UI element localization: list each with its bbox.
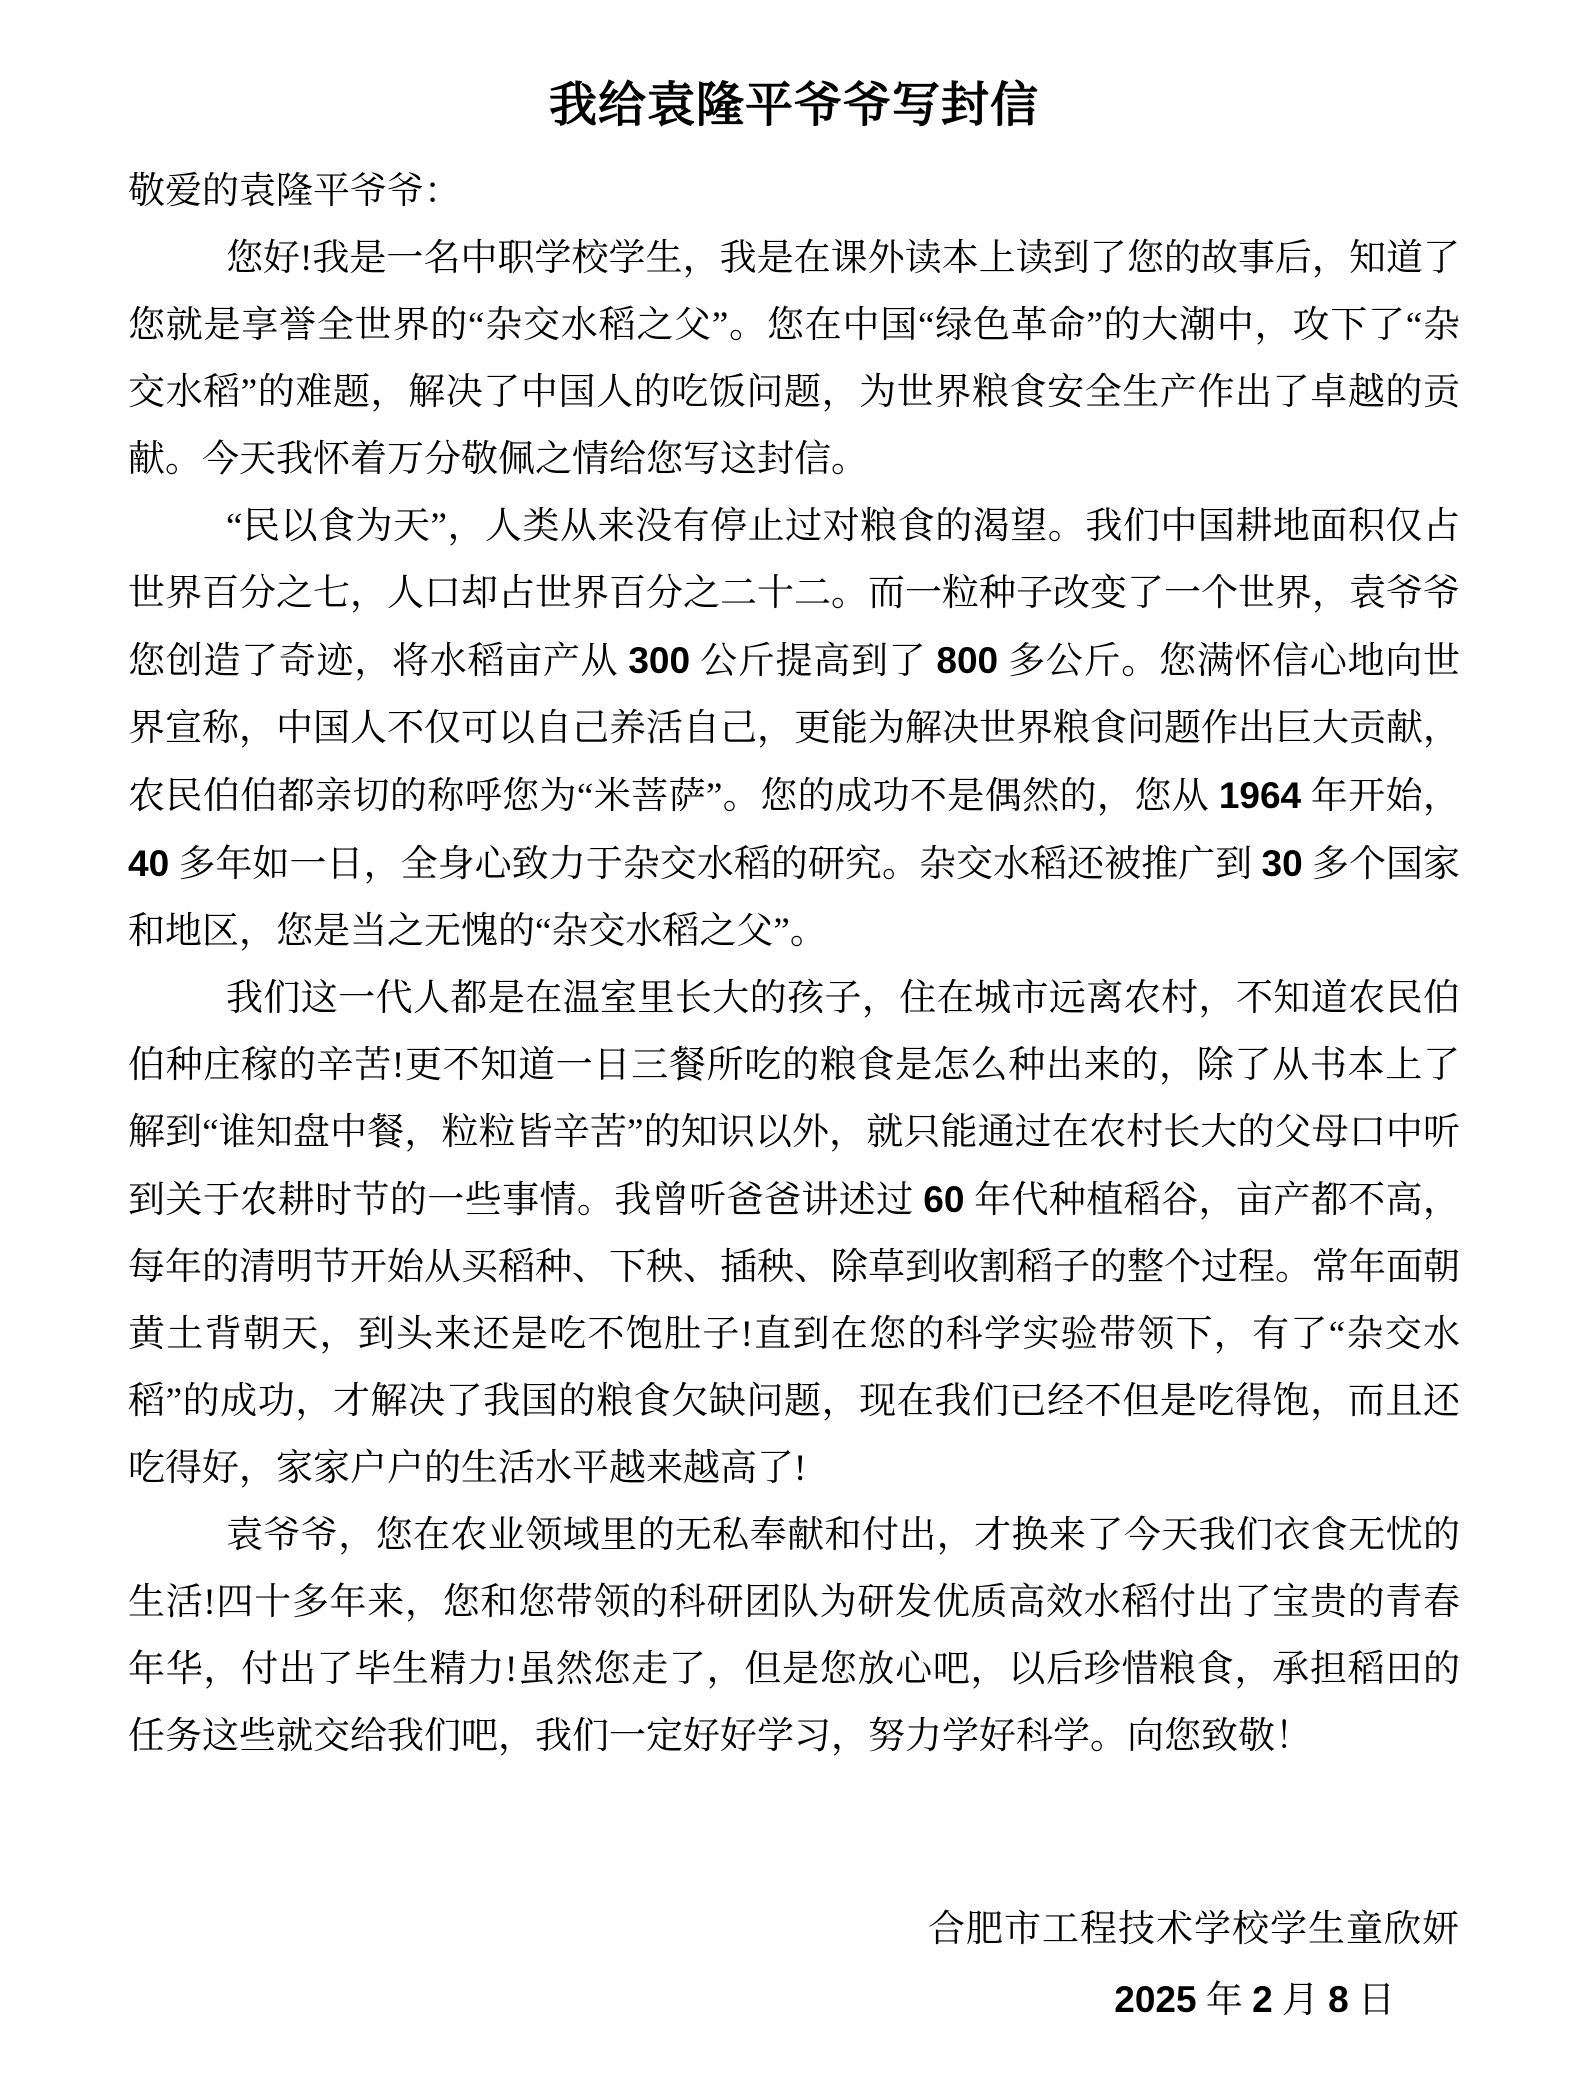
letter-title: 我给袁隆平爷爷写封信 [548, 79, 1039, 132]
bold-number: 30 [1261, 843, 1303, 884]
bold-number: 40 [128, 843, 170, 884]
text-run: 年 [1196, 1980, 1253, 2021]
text-run: 公斤提高到了 [690, 641, 937, 682]
text-run: 您好!我是一名中职学校学生，我是在课外读本上读到了您的故事后，知道了您就是享誉全世界的“杂交水稻之父”。您在中国“绿色革命”的大潮中，攻下了“杂交水稻”的难题，解决了中国人的吃饭问题，为世界粮食安全生产作出了卓越的贡献。今天我怀着万分敬佩之情给您写这封信。 [128, 238, 1460, 480]
bold-number: 60 [923, 1179, 965, 1220]
bold-number: 800 [936, 640, 999, 681]
signature-line: 合肥市工程技术学校学生童欣妍 [928, 1909, 1460, 1950]
text-run: 年开始， [1301, 776, 1461, 817]
text-run: 多个国家和地区，您是当之无愧的“杂交水稻之父”。 [128, 844, 1461, 952]
text-run: 多公斤。您满怀信心地向世界宣称，中国人不仅可以自己养活自己，更能为解决世界粮食问题作出巨大贡献，农民伯伯都亲切的称呼您为“米菩萨”。您的成功不是偶然的，您从 [128, 641, 1461, 817]
text-run: 年代种植稻谷，亩产都不高，每年的清明节开始从买稻种、下秧、插秧、除草到收割稻子的整个过程。常年面朝黄土背朝天，到头来还是吃不饱肚子!直到在您的科学实验带领下，有了“杂交水稻”的成功，才解决了我国的粮食欠缺问题，现在我们已经不但是吃得饱，而且还吃得好，家家户户的生活水平越来越高了! [128, 1180, 1460, 1489]
bold-number: 2025 [1114, 1979, 1197, 2020]
text-run: 多年如一日，全身心致力于杂交水稻的研究。杂交水稻还被推广到 [169, 844, 1262, 885]
text-run: 我们这一代人都是在温室里长大的孩子，住在城市远离农村，不知道农民伯伯种庄稼的辛苦!更不知道一日三餐所吃的粮食是怎么种出来的，除了从书本上了解到“谁知盘中餐，粒粒皆辛苦”的知识以外，就只能通过在农村长大的父母口中听到关于农耕时节的一些事情。我曾听爸爸讲述过 [128, 978, 1460, 1221]
salutation: 敬爱的袁隆平爷爷： [128, 171, 461, 212]
bold-number: 8 [1328, 1979, 1349, 2020]
paragraph [128, 225, 1460, 493]
bold-number: 300 [628, 640, 691, 681]
paragraph [128, 1502, 1460, 1770]
letter-body [128, 225, 1460, 1770]
bold-number: 2 [1252, 1979, 1273, 2020]
bold-number: 1964 [1218, 775, 1302, 816]
text-run: 袁爷爷，您在农业领域里的无私奉献和付出，才换来了今天我们衣食无忧的生活!四十多年来，您和您带领的科研团队为研发优质高效水稻付出了宝贵的青春年华，付出了毕生精力!虽然您走了，但是您放心吧，以后珍惜粮食，承担稻田的任务这些就交给我们吧，我们一定好好学习，努力学好科学。向您致敬！ [128, 1515, 1460, 1757]
text-run: 月 [1272, 1980, 1329, 2021]
paragraph [128, 493, 1460, 965]
date-line [128, 1966, 1460, 2034]
text-run: “民以食为天”，人类从来没有停止过对粮食的渴望。我们中国耕地面积仅占世界百分之七，人口却占世界百分之二十二。而一粒种子改变了一个世界，袁爷爷您创造了奇迹，将水稻亩产从 [128, 506, 1460, 682]
paragraph [128, 965, 1460, 1502]
text-run: 日 [1348, 1980, 1395, 2021]
